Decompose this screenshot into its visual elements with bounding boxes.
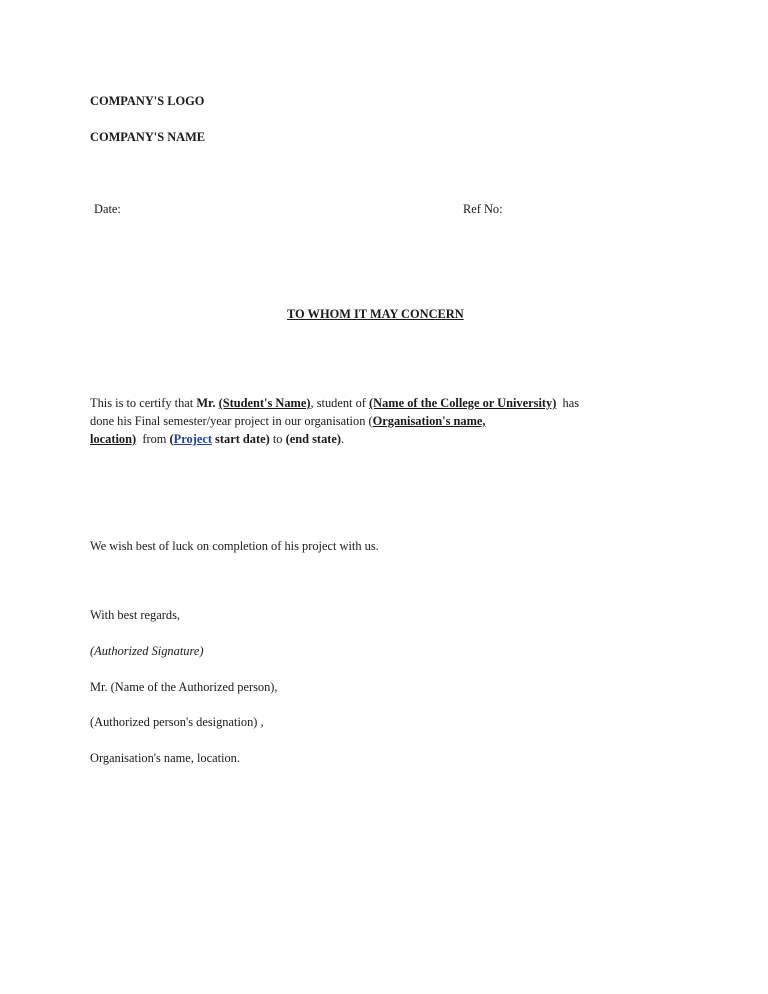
date-label: Date: xyxy=(94,202,121,216)
ref-no-label: Ref No: xyxy=(463,202,503,216)
project-link[interactable]: Project xyxy=(173,432,212,446)
body-text: from xyxy=(136,432,170,446)
student-name-placeholder: (Student's Name) xyxy=(218,396,311,410)
body-text: has xyxy=(556,396,580,410)
body-line-3 xyxy=(90,431,344,447)
company-logo-placeholder: COMPANY'S LOGO xyxy=(90,94,205,108)
organisation-name-placeholder: Organisation's name, xyxy=(372,414,486,428)
college-name-placeholder: (Name of the College or University) xyxy=(369,396,557,410)
body-line-2 xyxy=(90,413,486,429)
organisation-name-location: Organisation's name, location. xyxy=(90,751,240,765)
body-text: This is to certify that xyxy=(90,396,197,410)
wish-paragraph: We wish best of luck on completion of his project with us. xyxy=(90,539,379,553)
body-text: , student of xyxy=(310,396,370,410)
letter-title: TO WHOM IT MAY CONCERN xyxy=(287,307,464,321)
authorized-signature-placeholder: (Authorized Signature) xyxy=(90,644,204,658)
company-name-placeholder: COMPANY'S NAME xyxy=(90,130,206,144)
authorized-person-designation: (Authorized person's designation) , xyxy=(90,715,264,729)
end-date-placeholder: (end state) xyxy=(285,432,342,446)
closing-regards: With best regards, xyxy=(90,608,180,622)
salutation-mr: Mr. xyxy=(196,396,216,410)
start-date-placeholder: start date) xyxy=(211,432,270,446)
body-line-1 xyxy=(90,395,579,411)
location-placeholder: location) xyxy=(90,432,137,446)
authorized-person-name: Mr. (Name of the Authorized person), xyxy=(90,680,278,694)
body-text: . xyxy=(341,432,345,446)
paren-open: ( xyxy=(169,432,174,446)
body-text: done his Final semester/year project in our organisation ( xyxy=(90,414,373,428)
body-text: to xyxy=(269,432,286,446)
